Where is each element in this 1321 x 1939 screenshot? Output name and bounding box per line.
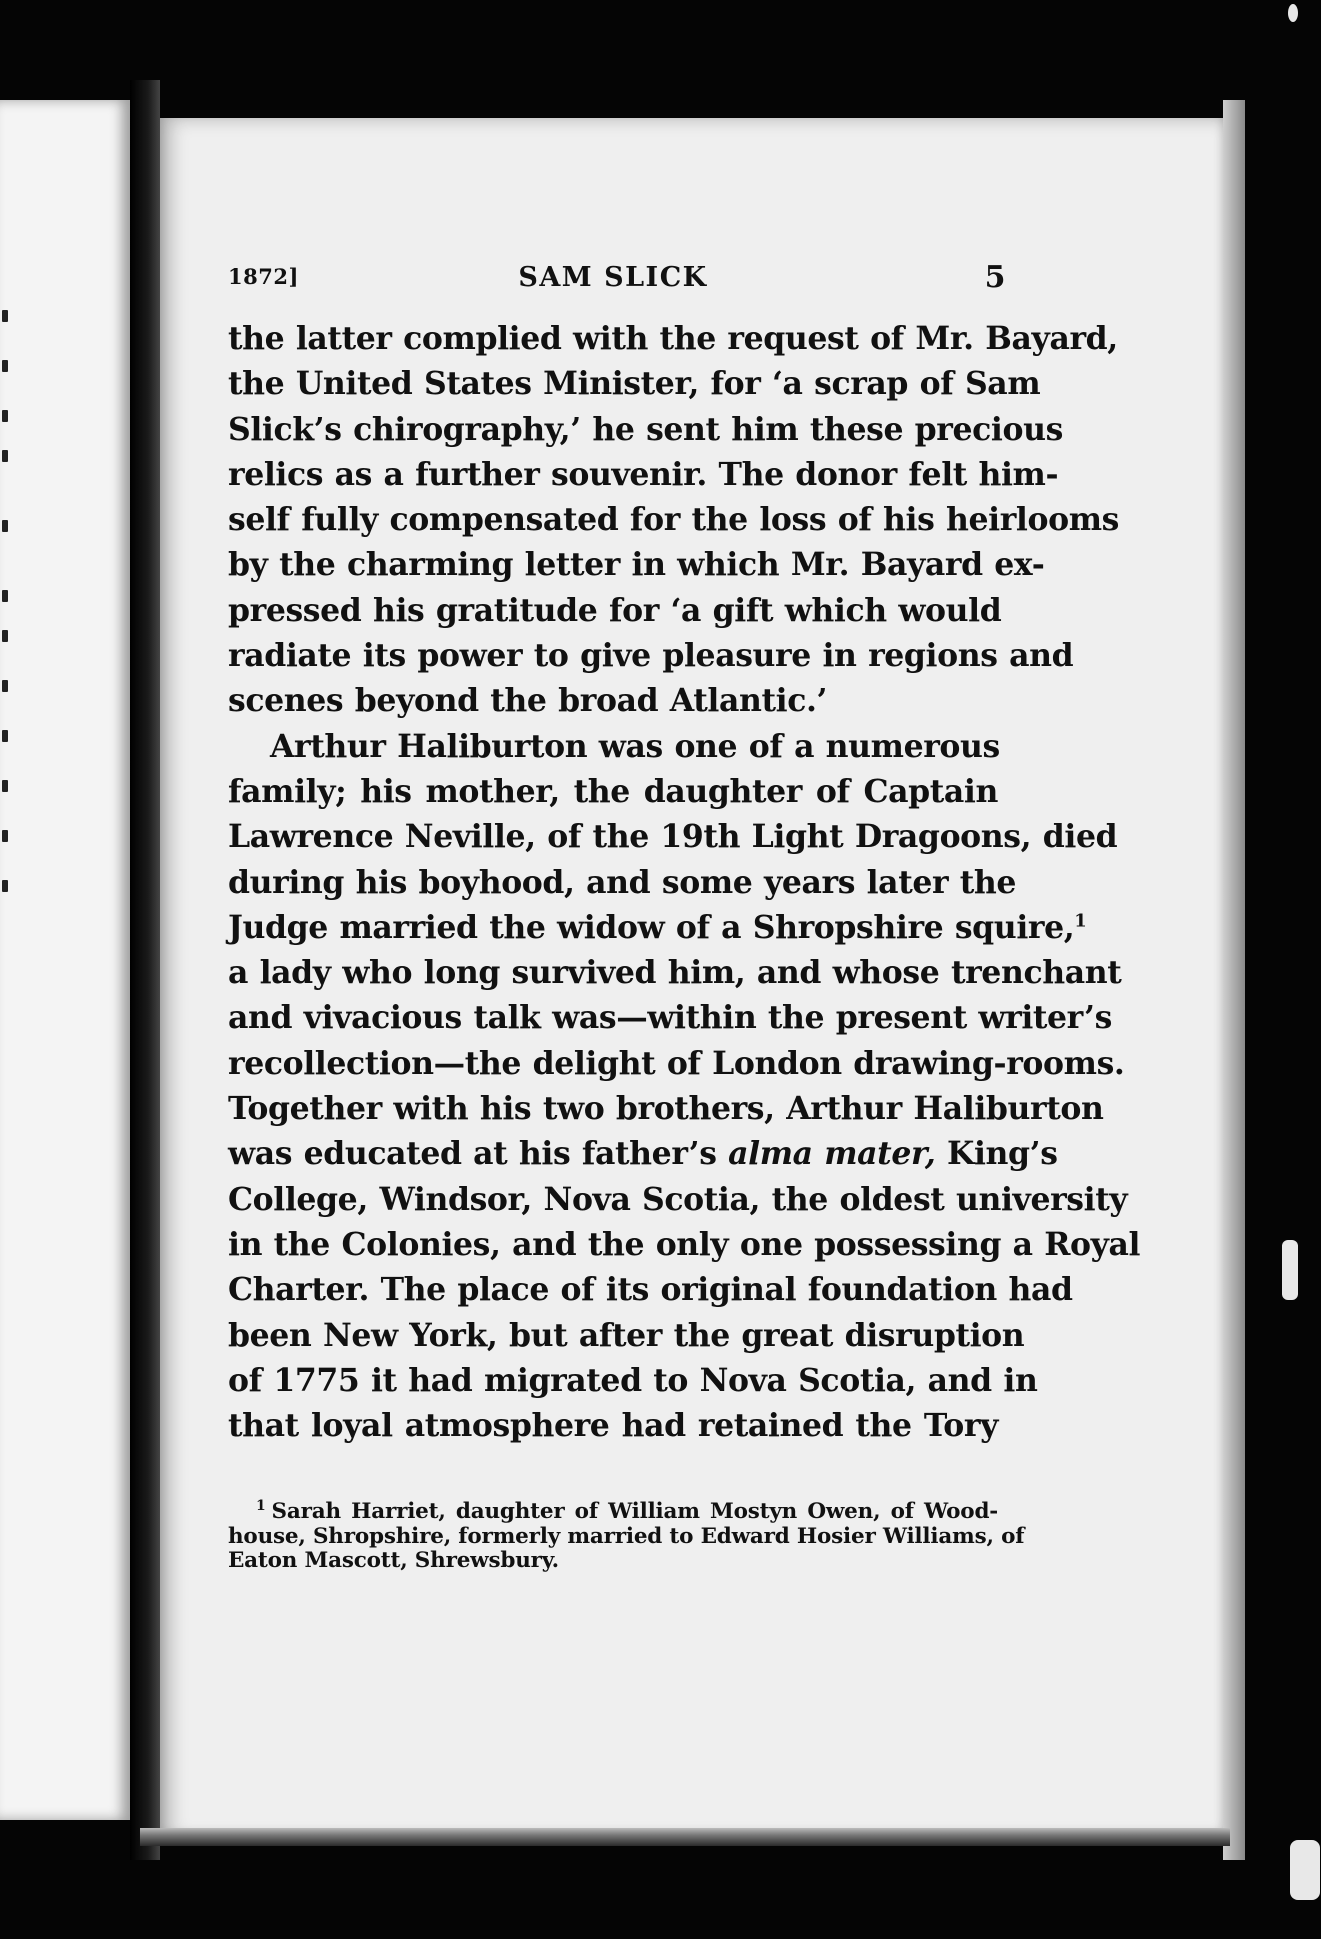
text-line: pressed his gratitude for ‘a gift which would: [228, 591, 1002, 629]
footnote-mark: 1: [256, 1498, 266, 1515]
text-line: and vivacious talk was—within the present writer’s: [228, 999, 1112, 1037]
paragraph-2: [228, 724, 1141, 1449]
footnote-line: Eaton Mascott, Shrewsbury.: [228, 1548, 559, 1574]
page-text-block: [228, 260, 1141, 1574]
text-line: Charter. The place of its original foundation had: [228, 1271, 1073, 1309]
text-line: College, Windsor, Nova Scotia, the oldest university: [228, 1180, 1128, 1218]
text-line-content: King’s: [935, 1135, 1058, 1173]
text-line-content: Judge married the widow of a Shropshire squire,: [228, 908, 1075, 946]
text-line: Arthur Haliburton was one of a numerous: [270, 727, 1000, 765]
body-text: [228, 316, 1141, 1448]
italic-phrase: alma mater,: [728, 1135, 936, 1173]
text-line-content: was educated at his father’s: [228, 1135, 729, 1173]
text-line: [228, 1131, 1058, 1176]
text-line: by the charming letter in which Mr. Bayard ex-: [228, 546, 1045, 584]
scan-speck: [1288, 4, 1298, 22]
running-head: [228, 260, 1006, 306]
scan-speck: [1290, 1840, 1320, 1900]
left-page-edge: [0, 100, 130, 1820]
footnote: [228, 1498, 1025, 1574]
text-line: of 1775 it had migrated to Nova Scotia, and in: [228, 1361, 1038, 1399]
text-line: [228, 905, 1087, 950]
running-head-title: SAM SLICK: [518, 262, 708, 293]
footnote-line: [228, 1500, 998, 1525]
text-line: family; his mother, the daughter of Captain: [228, 772, 998, 810]
footnote-line: house, Shropshire, formerly married to Edward Hosier Williams, of: [228, 1523, 1025, 1549]
text-line: been New York, but after the great disruption: [228, 1316, 1025, 1354]
text-line: recollection—the delight of London drawing-rooms.: [228, 1044, 1125, 1082]
paragraph-1: [228, 316, 1119, 724]
scan-speck: [1282, 1240, 1298, 1300]
text-line: the latter complied with the request of Mr. Bayard,: [228, 320, 1118, 357]
left-page-text-fragments: [0, 350, 20, 1150]
footnote-line-content: Sarah Harriet, daughter of William Mostyn Owen, of Wood-: [271, 1499, 998, 1525]
text-line: in the Colonies, and the only one possessing a Royal: [228, 1225, 1141, 1263]
text-line: that loyal atmosphere had retained the Tory: [228, 1407, 998, 1445]
page-number: 5: [984, 260, 1006, 295]
right-page-edge: [1223, 100, 1245, 1860]
running-head-year: 1872]: [228, 264, 299, 289]
text-line: self fully compensated for the loss of his heirlooms: [228, 501, 1119, 539]
text-line: relics as a further souvenir. The donor felt him-: [228, 455, 1059, 493]
text-line: the United States Minister, for ‘a scrap of Sam: [228, 365, 1041, 403]
text-line: scenes beyond the broad Atlantic.’: [228, 682, 828, 720]
footnote-reference: 1: [1074, 910, 1087, 932]
book-gutter: [130, 80, 160, 1860]
page-bottom-edge: [140, 1828, 1230, 1846]
text-line: Slick’s chirography,’ he sent him these precious: [228, 410, 1063, 448]
text-line: Lawrence Neville, of the 19th Light Dragoons, died: [228, 818, 1118, 856]
text-line: during his boyhood, and some years later the: [228, 863, 1017, 901]
text-line: a lady who long survived him, and whose trenchant: [228, 954, 1122, 992]
text-line: radiate its power to give pleasure in regions and: [228, 637, 1074, 675]
text-line: Together with his two brothers, Arthur Haliburton: [228, 1090, 1104, 1128]
